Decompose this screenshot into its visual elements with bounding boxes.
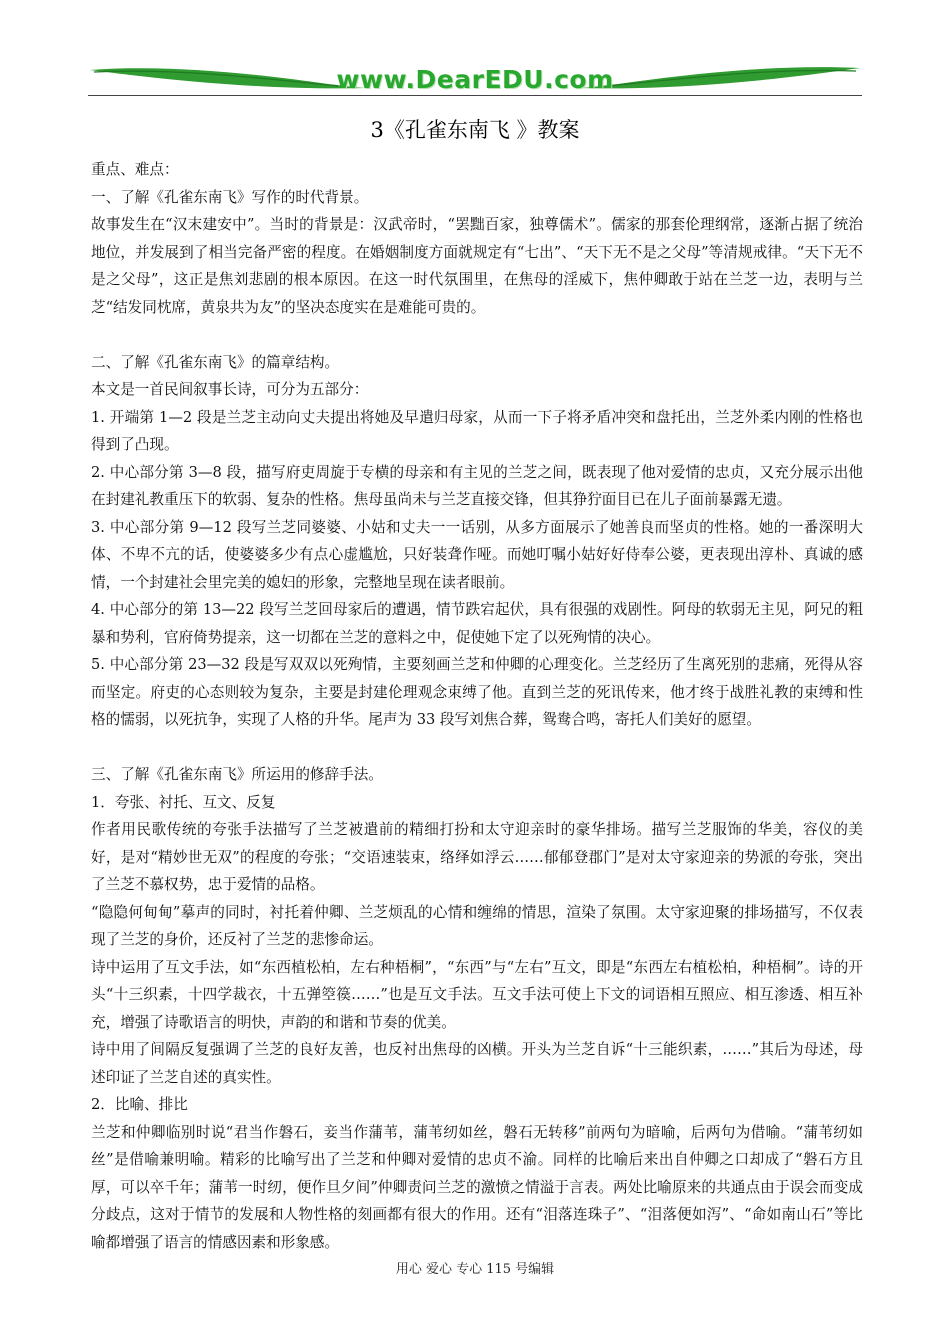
section-2-heading: 二、了解《孔雀东南飞》的篇章结构。 (91, 353, 340, 371)
section-3-subheading-2: 2．比喻、排比 (91, 1096, 188, 1113)
section-3-paragraph-5: 兰芝和仲卿临别时说“君当作磐石，妾当作蒲苇，蒲苇纫如丝，磐石无转移”前两句为暗喻，后两句为借喻。“蒲苇纫如丝”是借喻兼明喻。精彩的比喻写出了兰芝和仲卿对爱情的忠贞不渝。同样的比喻后来出自仲卿之口却成了“磐石方且厚，可以卒千年；蒲苇一时纫，便作旦夕间”仲卿责问兰芝的激愤之情溢于言表。两处比喻原来的共通点由于误会而变成分歧点，这对于情节的发展和人物性格的刻画都有很大的作用。还有“泪落连珠子”、“泪落便如泻”、“命如南山石”等比喻都增强了语言的情感因素和形象感。 (91, 1123, 863, 1251)
document-title: 3《孔雀东南飞 》教案 (370, 118, 580, 142)
section-3-paragraph-4: 诗中用了间隔反复强调了兰芝的良好友善，也反衬出焦母的凶横。开头为兰芝自诉“十三能织素，……”其后为母述，母述印证了兰芝自述的真实性。 (91, 1041, 863, 1086)
section-2-item-5: 5. 中心部分第 23—32 段是写双双以死殉情，主要刻画兰芝和仲卿的心理变化。兰芝经历了生离死别的悲痛，死得从容而坚定。府吏的心态则较为复杂，主要是封建伦理观念束缚了他。直到兰芝的死讯传来，他才终于战胜礼教的束缚和性格的懦弱，以死抗争，实现了人格的升华。尾声为 33 段写刘焦合葬，鸳鸯合鸣，寄托人们美好的愿望。 (91, 656, 863, 728)
site-logo-text: www.DearEDU.com (336, 65, 614, 94)
section-1-paragraph: 故事发生在“汉末建安中”。当时的背景是：汉武帝时，“罢黜百家，独尊儒术”。儒家的那套伦理纲常，逐渐占据了统治地位，并发展到了相当完备严密的程度。在婚姻制度方面就规定有“七出”、“天下无不是之父母”等清规戒律。“天下无不是之父母”，这正是焦刘悲剧的根本原因。在这一时代氛围里，在焦母的淫威下，焦仲卿敢于站在兰芝一边，表明与兰芝“结发同枕席，黄泉共为友”的坚决态度实在是难能可贵的。 (91, 216, 863, 316)
section-2-item-3: 3. 中心部分第 9—12 段写兰芝同婆婆、小姑和丈夫一一话别，从多方面展示了她善良而坚贞的性格。她的一番深明大体、不卑不亢的话，使婆婆多少有点心虚尴尬，只好装聋作哑。而她叮嘱小姑好好侍奉公婆，更表现出淳朴、真诚的感情，一个封建社会里完美的媳妇的形象，完整地呈现在读者眼前。 (91, 518, 863, 591)
section-2-item-2: 2. 中心部分第 3—8 段，描写府吏周旋于专横的母亲和有主见的兰芝之间，既表现了他对爱情的忠贞，又充分展示出他在封建礼教重压下的软弱、复杂的性格。焦母虽尚未与兰芝直接交锋，但其狰狞面目已在儿子面前暴露无遗。 (91, 463, 863, 508)
page-footer: 用心 爱心 专心 115 号编辑 (395, 1262, 555, 1277)
section-2-item-4: 4. 中心部分的第 13—22 段写兰芝回母家后的遭遇，情节跌宕起伏，具有很强的戏剧性。阿母的软弱无主见，阿兄的粗暴和势利，官府倚势提亲，这一切都在兰芝的意料之中，促使她下定了以死殉情的决心。 (91, 601, 863, 646)
blank-line (91, 321, 863, 349)
document-body (91, 156, 863, 1256)
section-3-paragraph-3: 诗中运用了互文手法，如“东西植松柏，左右种梧桐”，“东西”与“左右”互文，即是“东西左右植松柏，种梧桐”。诗的开头“十三织素，十四学裁衣，十五弹箜篌……”也是互文手法。互文手法可使上下文的词语相互照应、相互渗透、相互补充，增强了诗歌语言的明快，声韵的和谐和节奏的优美。 (91, 958, 863, 1031)
section-3-paragraph-2: “隐隐何甸甸”摹声的同时，衬托着仲卿、兰芝烦乱的心情和缠绵的情思，渲染了氛围。太守家迎聚的排场描写，不仅表现了兰芝的身价，还反衬了兰芝的悲惨命运。 (91, 903, 863, 948)
intro-line: 重点、难点： (91, 161, 179, 178)
section-3-heading: 三、了解《孔雀东南飞》所运用的修辞手法。 (91, 766, 383, 783)
header-divider (88, 95, 862, 96)
section-3-paragraph-1: 作者用民歌传统的夸张手法描写了兰芝被遣前的精细打扮和太守迎亲时的豪华排场。描写兰芝服饰的华美，容仪的美好，是对“精妙世无双”的程度的夸张；“交语速装束，络绎如浮云……郁郁登郡门”是对太守家迎亲的势派的夸张，突出了兰芝不慕权势，忠于爱情的品格。 (91, 821, 863, 893)
site-banner (88, 62, 862, 96)
section-2-item-1: 1. 开端第 1—2 段是兰芝主动向丈夫提出将她及早遣归母家，从而一下子将矛盾冲突和盘托出，兰芝外柔内刚的性格也得到了凸现。 (91, 408, 863, 453)
section-1-heading: 一、了解《孔雀东南飞》写作的时代背景。 (91, 188, 369, 206)
blank-line (91, 734, 863, 762)
section-3-subheading-1: 1．夸张、衬托、互文、反复 (91, 793, 276, 811)
section-2-intro: 本文是一首民间叙事长诗，可分为五部分： (91, 381, 369, 398)
